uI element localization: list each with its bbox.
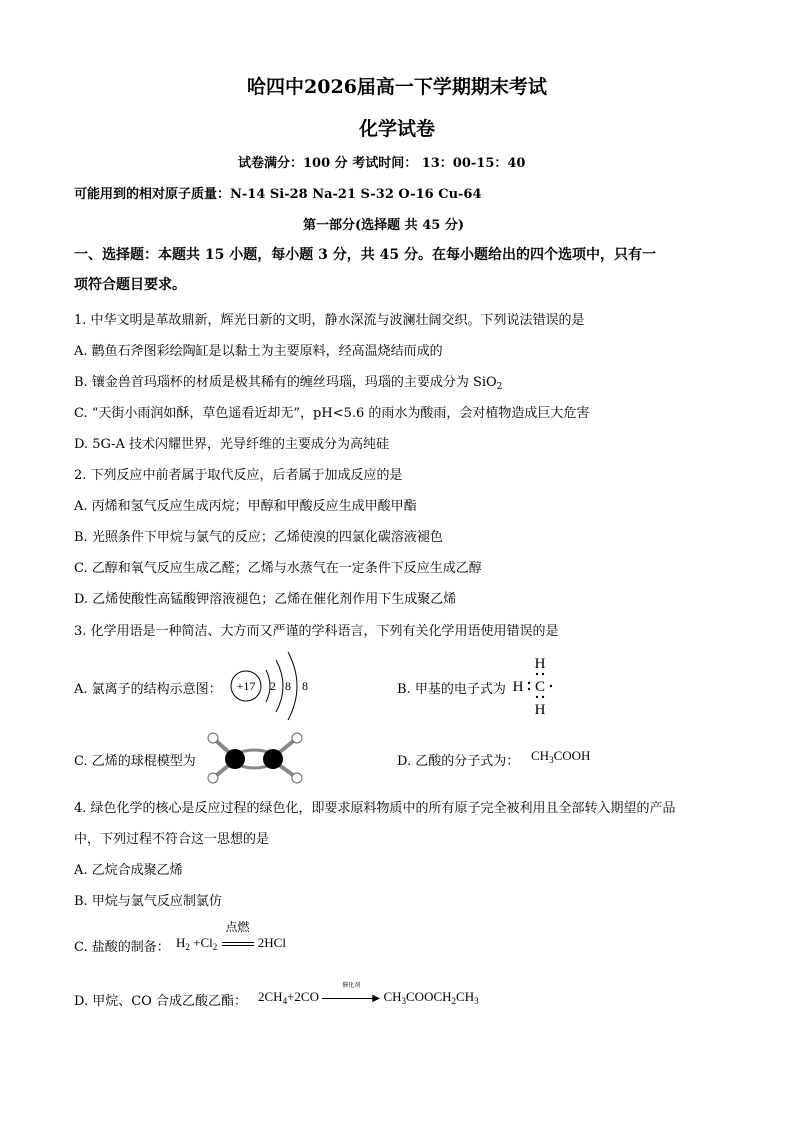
carbon-atom: C <box>534 679 546 695</box>
bottom-h-atom: H <box>534 702 546 718</box>
section-heading-2: 项符合题目要求。 <box>74 277 186 293</box>
q4-option-d: D. 甲烷、CO 合成乙酸乙酯： <box>74 994 247 1009</box>
q3-stem: 3. 化学用语是一种简洁、大方而又严谨的学科语言，下列有关化学用语使用错误的是 <box>74 624 559 639</box>
ethylene-ball-stick-model <box>205 732 305 784</box>
q1-option-b: B. 镶金兽首玛瑙杯的材质是极其稀有的缠丝玛瑙，玛瑙的主要成分为 SiO$_2$ <box>74 375 503 392</box>
shell-1-electrons: 2 <box>270 679 276 693</box>
q2-stem: 2. 下列反应中前者属于取代反应，后者属于加成反应的是 <box>74 468 403 483</box>
q3-option-b: B. 甲基的电子式为 <box>397 682 506 697</box>
chloride-ion-structure-diagram <box>226 650 326 722</box>
q4-option-a: A. 乙烷合成聚乙烯 <box>74 863 183 878</box>
hcl-equation: $H_2 +Cl_2$ 点燃 2HCl <box>176 920 286 952</box>
exam-info: 试卷满分：100 分 考试时间： 13：00-15：40 <box>238 156 526 171</box>
top-h-atom: H <box>534 656 546 672</box>
catalyst-condition: 催化剂 <box>342 982 361 989</box>
acetic-acid-formula: $CH_3COOH$ <box>531 748 591 765</box>
section-heading-1: 一、选择题：本题共 15 小题，每小题 3 分，共 45 分。在每小题给出的四个选项中，只有一 <box>74 247 656 263</box>
q2-option-d: D. 乙烯使酸性高锰酸钾溶液褪色；乙烯在催化剂作用下生成聚乙烯 <box>74 592 457 607</box>
methyl-electron-formula <box>510 654 558 718</box>
q2-option-b: B. 光照条件下甲烷与氯气的反应；乙烯使溴的四氯化碳溶液褪色 <box>74 530 443 545</box>
subject-title: 化学试卷 <box>358 118 435 140</box>
q3-option-d: D. 乙酸的分子式为： <box>397 754 520 769</box>
part-heading: 第一部分(选择题 共 45 分) <box>303 218 464 233</box>
ethyl-acetate-equation: $2CH_4+2CO$ 催化剂 ▶ $CH_3COOCH_2CH_3$ <box>258 982 479 1006</box>
q1-option-c: C. “天街小雨润如酥，草色遥看近却无”，pH<5.6 的雨水为酸雨，会对植物造成巨大危害 <box>74 406 590 421</box>
nucleus-charge: +17 <box>236 679 256 693</box>
q4-stem-line2: 中，下列过程不符合这一思想的是 <box>74 832 270 847</box>
q4-stem-line1: 4. 绿色化学的核心是反应过程的绿色化，即要求原料物质中的所有原子完全被利用且全部转入期望的产品 <box>74 801 676 816</box>
q3-option-c: C. 乙烯的球棍模型为 <box>74 754 196 769</box>
shell-2-electrons: 8 <box>285 679 291 693</box>
atomic-masses: 可能用到的相对原子质量：N-14 Si-28 Na-21 S-32 O-16 Cu-64 <box>74 187 482 202</box>
q1-stem: 1. 中华文明是革故鼎新，辉光日新的文明，静水深流与波澜壮阔交织。下列说法错误的是 <box>74 313 585 328</box>
exam-title: 哈四中2026届高一下学期期末考试 <box>247 76 547 98</box>
q2-option-a: A. 丙烯和氢气反应生成丙烷；甲醇和甲酸反应生成甲酸甲酯 <box>74 499 417 514</box>
q3-option-a: A. 氯离子的结构示意图： <box>74 682 222 697</box>
shell-3-electrons: 8 <box>302 679 308 693</box>
reaction-arrowhead: ▶ <box>372 993 380 1004</box>
left-h-atom: H <box>512 679 524 695</box>
q4-option-c: C. 盐酸的制备： <box>74 940 170 955</box>
q1-option-a: A. 鹳鱼石斧图彩绘陶缸是以黏土为主要原料，经高温烧结而成的 <box>74 344 443 359</box>
q2-option-c: C. 乙醇和氧气反应生成乙醛；乙烯与水蒸气在一定条件下反应生成乙醇 <box>74 561 482 576</box>
q4-option-b: B. 甲烷与氯气反应制氯仿 <box>74 894 222 909</box>
q1-option-d: D. 5G-A 技术闪耀世界，光导纤维的主要成分为高纯硅 <box>74 437 390 452</box>
ignition-condition: 点燃 <box>225 920 250 934</box>
